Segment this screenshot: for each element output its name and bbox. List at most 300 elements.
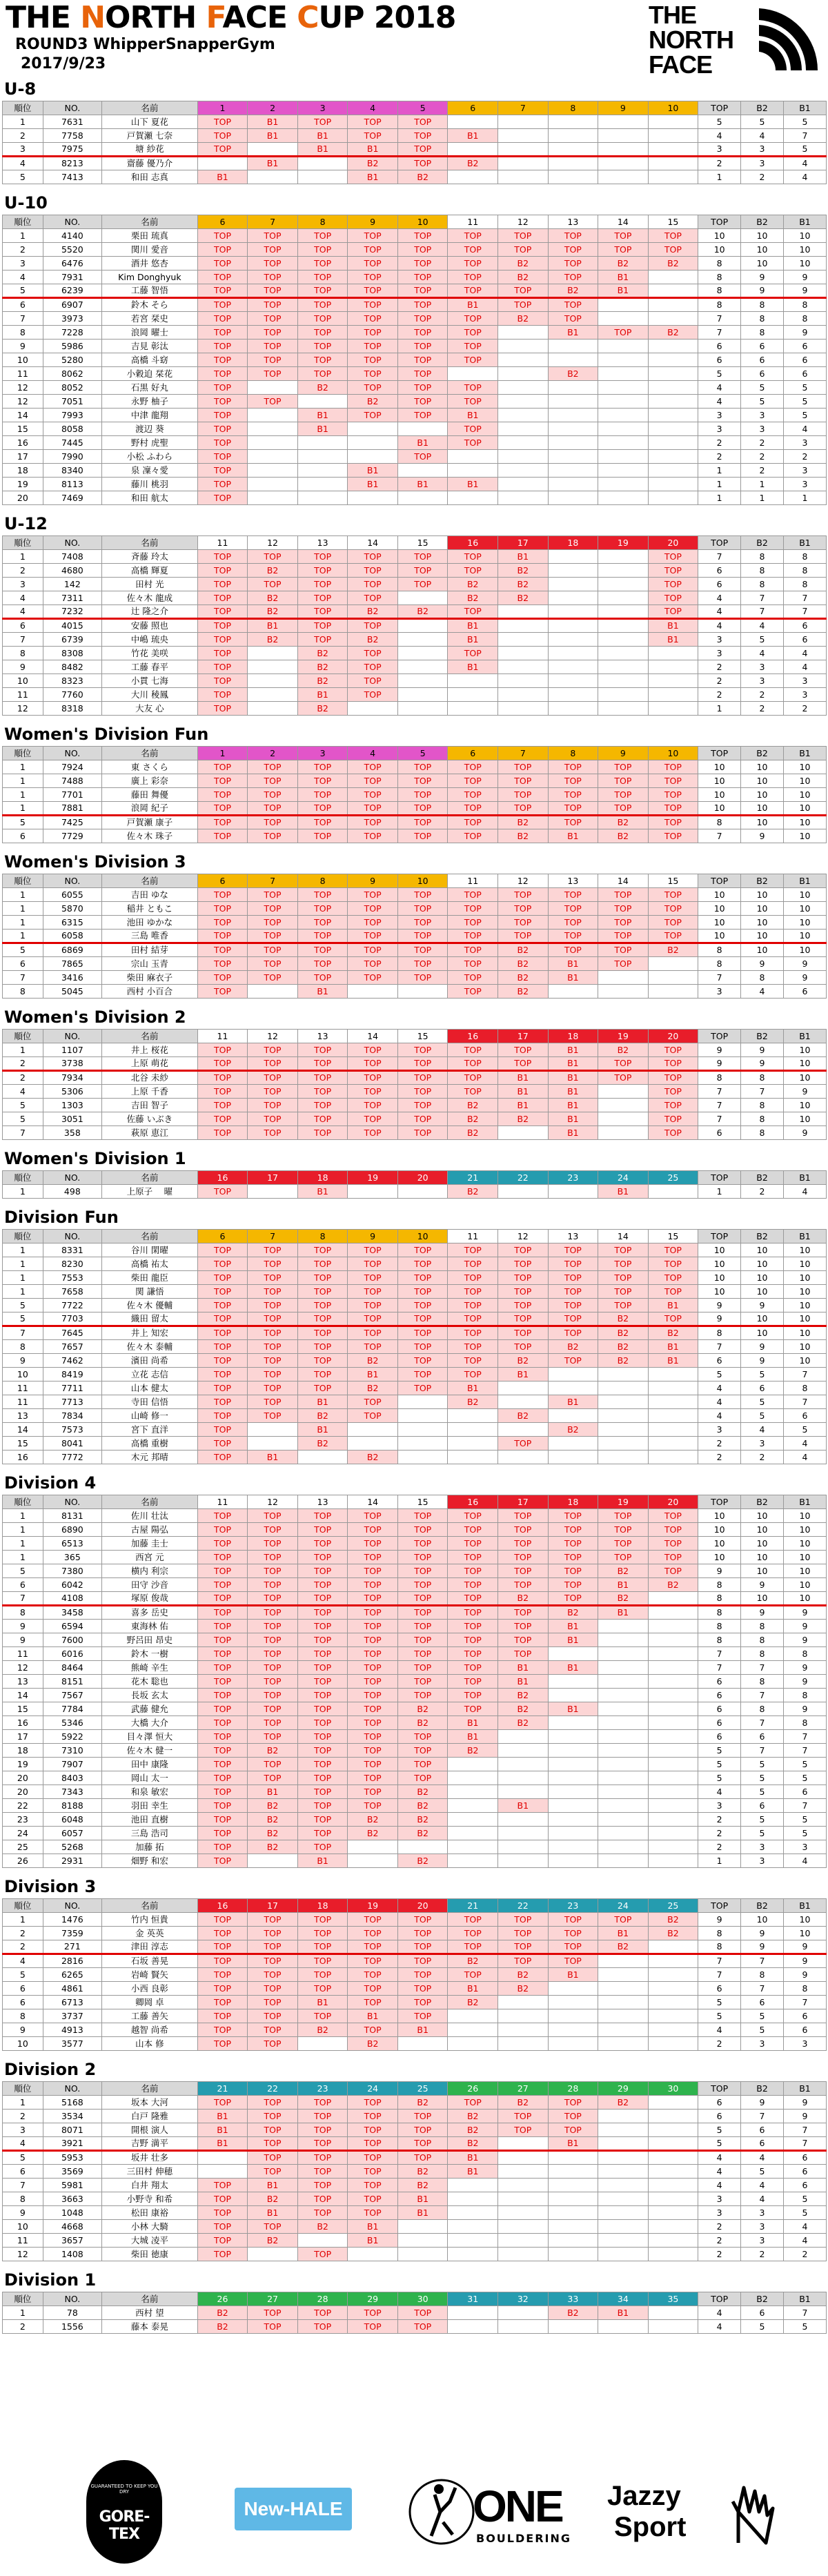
problem-result-cell bbox=[448, 702, 498, 716]
problem-result-cell: TOP bbox=[297, 2179, 348, 2192]
bib-number-cell: 7990 bbox=[43, 450, 101, 464]
total-cell: 10 bbox=[783, 916, 826, 930]
problem-result-cell: B2 bbox=[248, 1840, 298, 1854]
total-cell: 6 bbox=[741, 2306, 784, 2320]
problem-result-cell: TOP bbox=[448, 816, 498, 829]
climber-name: 立花 志信 bbox=[102, 1368, 198, 1382]
problem-result-cell: TOP bbox=[297, 2137, 348, 2151]
climber-name: 白戸 隆雅 bbox=[102, 2110, 198, 2123]
column-header: 18 bbox=[297, 1171, 348, 1185]
problem-result-cell: TOP bbox=[248, 1551, 298, 1564]
total-cell: 9 bbox=[698, 1299, 741, 1312]
rank-cell: 1 bbox=[3, 916, 43, 930]
column-header: 35 bbox=[648, 2292, 698, 2306]
column-header: 16 bbox=[448, 536, 498, 550]
problem-result-cell: TOP bbox=[348, 2165, 398, 2179]
climber-name: 吉見 彰汰 bbox=[102, 340, 198, 353]
total-cell: 4 bbox=[698, 2151, 741, 2165]
table-row bbox=[3, 916, 827, 930]
bib-number-cell: 8062 bbox=[43, 367, 101, 381]
column-header: 11 bbox=[448, 874, 498, 888]
table-row bbox=[3, 1185, 827, 1199]
column-header: 名前 bbox=[102, 2082, 198, 2096]
rank-cell: 4 bbox=[3, 1954, 43, 1968]
problem-result-cell: TOP bbox=[197, 1840, 248, 1854]
header-row bbox=[3, 1899, 827, 1913]
problem-result-cell: TOP bbox=[197, 1661, 248, 1675]
total-cell: 7 bbox=[783, 1395, 826, 1409]
column-header: 7 bbox=[248, 1230, 298, 1243]
table-row bbox=[3, 464, 827, 478]
problem-result-cell bbox=[498, 2220, 549, 2234]
total-cell: 10 bbox=[783, 829, 826, 843]
problem-result-cell: B1 bbox=[548, 1085, 598, 1099]
table-row bbox=[3, 326, 827, 340]
problem-result-cell: B2 bbox=[397, 1799, 448, 1813]
problem-result-cell: TOP bbox=[548, 243, 598, 257]
problem-result-cell: TOP bbox=[498, 2123, 549, 2137]
column-header: 順位 bbox=[3, 536, 43, 550]
total-cell: 6 bbox=[783, 633, 826, 647]
problem-result-cell: TOP bbox=[448, 760, 498, 774]
problem-result-cell bbox=[397, 674, 448, 688]
total-cell: 2 bbox=[698, 1813, 741, 1827]
total-cell: 6 bbox=[783, 1785, 826, 1799]
problem-result-cell: TOP bbox=[248, 1126, 298, 1140]
problem-result-cell: TOP bbox=[498, 1043, 549, 1057]
problem-result-cell bbox=[548, 2037, 598, 2051]
problem-result-cell bbox=[648, 2320, 698, 2334]
problem-result-cell: TOP bbox=[498, 1057, 549, 1071]
total-cell: 5 bbox=[741, 1758, 784, 1771]
total-cell: 9 bbox=[741, 284, 784, 298]
problem-result-cell: TOP bbox=[348, 1647, 398, 1661]
problem-result-cell bbox=[448, 143, 498, 157]
problem-result-cell bbox=[598, 353, 649, 367]
total-cell: 7 bbox=[783, 605, 826, 619]
problem-result-cell: TOP bbox=[348, 1043, 398, 1057]
climber-name: 関川 愛音 bbox=[102, 243, 198, 257]
problem-result-cell bbox=[498, 633, 549, 647]
rank-cell: 11 bbox=[3, 1382, 43, 1395]
problem-result-cell: TOP bbox=[297, 326, 348, 340]
table-row bbox=[3, 1043, 827, 1057]
problem-result-cell: TOP bbox=[348, 243, 398, 257]
problem-result-cell: TOP bbox=[297, 1326, 348, 1340]
problem-result-cell bbox=[548, 1409, 598, 1423]
total-cell: 6 bbox=[698, 1702, 741, 1716]
problem-result-cell: B2 bbox=[297, 2220, 348, 2234]
total-cell: 4 bbox=[783, 647, 826, 660]
problem-result-cell: TOP bbox=[297, 829, 348, 843]
problem-result-cell: TOP bbox=[448, 1689, 498, 1702]
total-cell: 7 bbox=[783, 1730, 826, 1744]
problem-result-cell: B2 bbox=[598, 2096, 649, 2110]
total-cell: 10 bbox=[698, 902, 741, 916]
problem-result-cell: TOP bbox=[297, 902, 348, 916]
total-cell: 3 bbox=[698, 647, 741, 660]
problem-result-cell: TOP bbox=[548, 760, 598, 774]
problem-result-cell bbox=[548, 633, 598, 647]
problem-result-cell: TOP bbox=[248, 1716, 298, 1730]
problem-result-cell: TOP bbox=[197, 1451, 248, 1464]
problem-result-cell bbox=[548, 464, 598, 478]
problem-result-cell: TOP bbox=[448, 1312, 498, 1326]
problem-result-cell: TOP bbox=[297, 229, 348, 243]
problem-result-cell: TOP bbox=[397, 1913, 448, 1927]
total-cell: 5 bbox=[783, 2320, 826, 2334]
total-cell: 9 bbox=[783, 957, 826, 971]
total-cell: 8 bbox=[783, 564, 826, 578]
column-header: 13 bbox=[548, 874, 598, 888]
problem-result-cell bbox=[548, 985, 598, 999]
problem-result-cell: TOP bbox=[348, 930, 398, 943]
column-header: TOP bbox=[698, 215, 741, 229]
problem-result-cell bbox=[598, 1771, 649, 1785]
problem-result-cell: TOP bbox=[197, 957, 248, 971]
problem-result-cell: B2 bbox=[498, 1968, 549, 1982]
problem-result-cell: TOP bbox=[297, 888, 348, 902]
problem-result-cell: TOP bbox=[197, 633, 248, 647]
table-row bbox=[3, 478, 827, 491]
problem-result-cell bbox=[548, 688, 598, 702]
problem-result-cell: TOP bbox=[248, 1954, 298, 1968]
problem-result-cell: B2 bbox=[598, 1312, 649, 1326]
problem-result-cell: TOP bbox=[297, 1840, 348, 1854]
column-header: 28 bbox=[548, 2082, 598, 2096]
problem-result-cell: TOP bbox=[348, 1257, 398, 1271]
problem-result-cell bbox=[648, 1730, 698, 1744]
problem-result-cell: B2 bbox=[297, 1409, 348, 1423]
column-header: 17 bbox=[248, 1171, 298, 1185]
column-header: 名前 bbox=[102, 2292, 198, 2306]
column-header: TOP bbox=[698, 2082, 741, 2096]
problem-result-cell: TOP bbox=[297, 367, 348, 381]
problem-result-cell: TOP bbox=[297, 271, 348, 284]
total-cell: 8 bbox=[783, 1982, 826, 1996]
problem-result-cell bbox=[548, 491, 598, 505]
problem-result-cell bbox=[648, 1185, 698, 1199]
climber-name: 織田 留太 bbox=[102, 1312, 198, 1326]
total-cell: 10 bbox=[741, 930, 784, 943]
problem-result-cell bbox=[598, 1085, 649, 1099]
total-cell: 4 bbox=[698, 2179, 741, 2192]
problem-result-cell bbox=[448, 1437, 498, 1451]
problem-result-cell: B2 bbox=[397, 2096, 448, 2110]
total-cell: 5 bbox=[783, 1758, 826, 1771]
table-row bbox=[3, 2234, 827, 2248]
problem-result-cell: B1 bbox=[498, 1085, 549, 1099]
problem-result-cell: TOP bbox=[548, 1243, 598, 1257]
problem-result-cell: TOP bbox=[397, 243, 448, 257]
column-header: 24 bbox=[598, 1899, 649, 1913]
column-header: 10 bbox=[397, 1230, 448, 1243]
problem-result-cell bbox=[598, 2009, 649, 2023]
problem-result-cell: TOP bbox=[297, 1744, 348, 1758]
problem-result-cell: TOP bbox=[348, 564, 398, 578]
climber-name: 佐々木 泰輔 bbox=[102, 1340, 198, 1354]
problem-result-cell: TOP bbox=[548, 1551, 598, 1564]
problem-result-cell bbox=[448, 2179, 498, 2192]
column-header: 19 bbox=[348, 1899, 398, 1913]
column-header: NO. bbox=[43, 1495, 101, 1509]
problem-result-cell: TOP bbox=[397, 971, 448, 985]
climber-name: 佐々木 健一 bbox=[102, 1744, 198, 1758]
problem-result-cell bbox=[648, 2123, 698, 2137]
results-table bbox=[2, 874, 827, 999]
results-table bbox=[2, 1229, 827, 1464]
problem-result-cell: TOP bbox=[548, 271, 598, 284]
total-cell: 10 bbox=[698, 1537, 741, 1551]
problem-result-cell: TOP bbox=[248, 1758, 298, 1771]
problem-result-cell: TOP bbox=[397, 257, 448, 271]
problem-result-cell: TOP bbox=[297, 1368, 348, 1382]
problem-result-cell bbox=[548, 2151, 598, 2165]
total-cell: 1 bbox=[698, 702, 741, 716]
total-cell: 4 bbox=[741, 2151, 784, 2165]
page-header bbox=[0, 0, 828, 79]
problem-result-cell bbox=[397, 1437, 448, 1451]
bib-number-cell: 7462 bbox=[43, 1354, 101, 1368]
climber-name: 戸賀瀬 康子 bbox=[102, 816, 198, 829]
problem-result-cell bbox=[448, 2234, 498, 2248]
problem-result-cell: TOP bbox=[397, 326, 448, 340]
problem-result-cell: B2 bbox=[348, 605, 398, 619]
bib-number-cell: 8331 bbox=[43, 1243, 101, 1257]
total-cell: 5 bbox=[698, 2137, 741, 2151]
total-cell: 10 bbox=[698, 1271, 741, 1285]
column-header: 18 bbox=[548, 536, 598, 550]
bib-number-cell: 8113 bbox=[43, 478, 101, 491]
problem-result-cell bbox=[548, 2165, 598, 2179]
bib-number-cell: 4913 bbox=[43, 2023, 101, 2037]
climber-name: 大城 凌平 bbox=[102, 2234, 198, 2248]
table-row bbox=[3, 774, 827, 788]
problem-result-cell: B2 bbox=[397, 1716, 448, 1730]
problem-result-cell bbox=[648, 2009, 698, 2023]
problem-result-cell: TOP bbox=[197, 367, 248, 381]
problem-result-cell bbox=[648, 170, 698, 184]
bib-number-cell: 7657 bbox=[43, 1340, 101, 1354]
problem-result-cell: B1 bbox=[498, 1071, 549, 1085]
problem-result-cell: TOP bbox=[348, 115, 398, 129]
problem-result-cell: B2 bbox=[397, 2179, 448, 2192]
problem-result-cell: TOP bbox=[348, 1927, 398, 1940]
problem-result-cell bbox=[548, 2220, 598, 2234]
problem-result-cell bbox=[248, 688, 298, 702]
climber-name: 高橋 祐太 bbox=[102, 1257, 198, 1271]
rank-cell: 1 bbox=[3, 1185, 43, 1199]
problem-result-cell bbox=[598, 340, 649, 353]
column-header: NO. bbox=[43, 1899, 101, 1913]
column-header: B2 bbox=[741, 536, 784, 550]
total-cell: 10 bbox=[741, 802, 784, 816]
column-header: 20 bbox=[648, 536, 698, 550]
column-header: 名前 bbox=[102, 1495, 198, 1509]
problem-result-cell: TOP bbox=[248, 395, 298, 409]
problem-result-cell bbox=[498, 619, 549, 633]
problem-result-cell: TOP bbox=[348, 888, 398, 902]
bib-number-cell: 7408 bbox=[43, 550, 101, 564]
problem-result-cell bbox=[548, 619, 598, 633]
climber-name: 井上 桜花 bbox=[102, 1043, 198, 1057]
problem-result-cell: TOP bbox=[297, 788, 348, 802]
problem-result-cell: TOP bbox=[248, 1647, 298, 1661]
problem-result-cell: B2 bbox=[598, 1326, 649, 1340]
total-cell: 2 bbox=[698, 2037, 741, 2051]
problem-result-cell: B2 bbox=[648, 1326, 698, 1340]
climber-name: 萩原 恵江 bbox=[102, 1126, 198, 1140]
rank-cell: 8 bbox=[3, 2009, 43, 2023]
problem-result-cell: TOP bbox=[297, 2110, 348, 2123]
problem-result-cell: TOP bbox=[297, 1758, 348, 1771]
problem-result-cell: TOP bbox=[498, 1927, 549, 1940]
problem-result-cell bbox=[598, 409, 649, 422]
problem-result-cell: TOP bbox=[297, 1285, 348, 1299]
problem-result-cell: B1 bbox=[248, 2179, 298, 2192]
problem-result-cell: TOP bbox=[598, 1271, 649, 1285]
problem-result-cell bbox=[297, 170, 348, 184]
total-cell: 4 bbox=[741, 2192, 784, 2206]
problem-result-cell: TOP bbox=[297, 1523, 348, 1537]
rank-cell: 5 bbox=[3, 1564, 43, 1578]
total-cell: 10 bbox=[698, 1285, 741, 1299]
bib-number-cell: 8340 bbox=[43, 464, 101, 478]
table-row bbox=[3, 170, 827, 184]
problem-result-cell bbox=[548, 340, 598, 353]
total-cell: 5 bbox=[741, 1827, 784, 1840]
bib-number-cell: 7631 bbox=[43, 115, 101, 129]
problem-result-cell bbox=[248, 464, 298, 478]
problem-result-cell bbox=[648, 2165, 698, 2179]
problem-result-cell: TOP bbox=[197, 605, 248, 619]
problem-result-cell: TOP bbox=[297, 1730, 348, 1744]
column-header: B1 bbox=[783, 874, 826, 888]
problem-result-cell: TOP bbox=[297, 816, 348, 829]
problem-result-cell: TOP bbox=[397, 1368, 448, 1382]
bib-number-cell: 7772 bbox=[43, 1451, 101, 1464]
problem-result-cell: TOP bbox=[297, 1354, 348, 1368]
problem-result-cell bbox=[548, 1185, 598, 1199]
total-cell: 1 bbox=[698, 1854, 741, 1868]
problem-result-cell: TOP bbox=[448, 1271, 498, 1285]
problem-result-cell: TOP bbox=[448, 1299, 498, 1312]
problem-result-cell bbox=[548, 157, 598, 170]
problem-result-cell bbox=[598, 2037, 649, 2051]
page-title bbox=[6, 0, 455, 36]
total-cell: 10 bbox=[783, 243, 826, 257]
problem-result-cell: TOP bbox=[648, 243, 698, 257]
total-cell: 3 bbox=[698, 985, 741, 999]
problem-result-cell: TOP bbox=[397, 1564, 448, 1578]
problem-result-cell: B1 bbox=[548, 1633, 598, 1647]
total-cell: 10 bbox=[698, 243, 741, 257]
total-cell: 10 bbox=[741, 1285, 784, 1299]
problem-result-cell: TOP bbox=[448, 1368, 498, 1382]
problem-result-cell bbox=[297, 478, 348, 491]
problem-result-cell bbox=[648, 1840, 698, 1854]
total-cell: 5 bbox=[783, 1423, 826, 1437]
problem-result-cell: TOP bbox=[348, 312, 398, 326]
problem-result-cell bbox=[598, 2110, 649, 2123]
problem-result-cell bbox=[548, 1675, 598, 1689]
problem-result-cell: TOP bbox=[648, 605, 698, 619]
problem-result-cell: TOP bbox=[448, 829, 498, 843]
column-header: 26 bbox=[197, 2292, 248, 2306]
climber-name: 上原子 曜 bbox=[102, 1185, 198, 1199]
column-header: 2 bbox=[248, 747, 298, 760]
problem-result-cell bbox=[448, 115, 498, 129]
problem-result-cell bbox=[498, 674, 549, 688]
total-cell: 8 bbox=[741, 1675, 784, 1689]
total-cell: 5 bbox=[698, 1771, 741, 1785]
table-row bbox=[3, 491, 827, 505]
problem-result-cell: TOP bbox=[648, 1099, 698, 1112]
rank-cell: 17 bbox=[3, 1730, 43, 1744]
bib-number-cell: 7881 bbox=[43, 802, 101, 816]
problem-result-cell bbox=[598, 436, 649, 450]
problem-result-cell: TOP bbox=[248, 788, 298, 802]
total-cell: 8 bbox=[698, 298, 741, 312]
problem-result-cell: TOP bbox=[297, 1661, 348, 1675]
rank-cell: 1 bbox=[3, 1271, 43, 1285]
problem-result-cell: TOP bbox=[498, 1606, 549, 1620]
climber-name: 大川 稜鳳 bbox=[102, 688, 198, 702]
problem-result-cell: B2 bbox=[248, 1827, 298, 1840]
problem-result-cell bbox=[598, 1126, 649, 1140]
table-row bbox=[3, 1085, 827, 1099]
table-row bbox=[3, 229, 827, 243]
rank-cell: 1 bbox=[3, 115, 43, 129]
total-cell: 5 bbox=[698, 2009, 741, 2023]
climber-name: 柴田 徳康 bbox=[102, 2248, 198, 2261]
problem-result-cell: TOP bbox=[348, 1551, 398, 1564]
problem-result-cell: TOP bbox=[448, 788, 498, 802]
column-header: 順位 bbox=[3, 1230, 43, 1243]
problem-result-cell: TOP bbox=[248, 1537, 298, 1551]
problem-result-cell: TOP bbox=[448, 1509, 498, 1523]
problem-result-cell bbox=[448, 2023, 498, 2037]
climber-name: 野呂田 昂史 bbox=[102, 1633, 198, 1647]
problem-result-cell: TOP bbox=[297, 1099, 348, 1112]
table-row bbox=[3, 353, 827, 367]
column-header: TOP bbox=[698, 1899, 741, 1913]
total-cell: 4 bbox=[783, 1451, 826, 1464]
problem-result-cell: TOP bbox=[448, 1340, 498, 1354]
problem-result-cell bbox=[297, 2037, 348, 2051]
problem-result-cell: TOP bbox=[397, 1043, 448, 1057]
problem-result-cell: TOP bbox=[397, 760, 448, 774]
problem-result-cell: TOP bbox=[297, 1785, 348, 1799]
bib-number-cell: 5268 bbox=[43, 1840, 101, 1854]
problem-result-cell: B2 bbox=[498, 1689, 549, 1702]
problem-result-cell: TOP bbox=[348, 1620, 398, 1633]
problem-result-cell: TOP bbox=[197, 1758, 248, 1771]
climber-name: 山下 夏花 bbox=[102, 115, 198, 129]
total-cell: 10 bbox=[741, 788, 784, 802]
problem-result-cell: TOP bbox=[348, 1730, 398, 1744]
problem-result-cell: TOP bbox=[348, 688, 398, 702]
problem-result-cell: TOP bbox=[197, 298, 248, 312]
problem-result-cell bbox=[598, 702, 649, 716]
problem-result-cell bbox=[498, 1827, 549, 1840]
total-cell: 6 bbox=[698, 1689, 741, 1702]
problem-result-cell: TOP bbox=[348, 957, 398, 971]
bib-number-cell: 7553 bbox=[43, 1271, 101, 1285]
problem-result-cell: TOP bbox=[348, 367, 398, 381]
rank-cell: 1 bbox=[3, 788, 43, 802]
problem-result-cell: TOP bbox=[397, 1954, 448, 1968]
